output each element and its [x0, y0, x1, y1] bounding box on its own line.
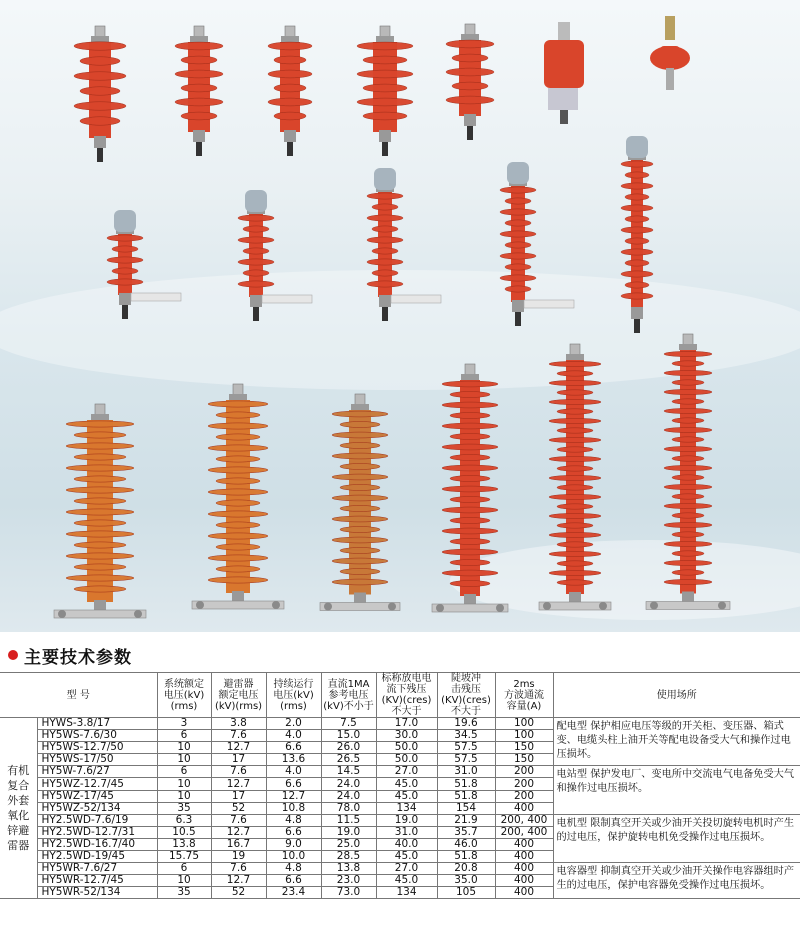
cell-dc-reference: 78.0 — [321, 802, 376, 814]
cell-model: HY2.5WD-7.6/19 — [37, 814, 157, 826]
cell-steep-residual: 105 — [437, 887, 495, 899]
cell-rated-voltage: 16.7 — [211, 838, 266, 850]
bracket-photo — [524, 300, 574, 308]
col-header-system-voltage: 系统额定 电压(kV) (rms) — [157, 673, 211, 718]
cell-dc-reference: 26.0 — [321, 742, 376, 754]
cell-square-wave: 100 — [495, 730, 553, 742]
col-header-steep-residual: 陡坡冲 击残压 (KV)(cres) 不大于 — [437, 673, 495, 718]
cell-continuous-voltage: 10.0 — [266, 851, 321, 863]
cell-residual-voltage: 50.0 — [376, 754, 437, 766]
cell-residual-voltage: 27.0 — [376, 766, 437, 778]
cell-model: HY5WZ-12.7/45 — [37, 778, 157, 790]
cell-dc-reference: 24.0 — [321, 778, 376, 790]
cell-dc-reference: 7.5 — [321, 718, 376, 730]
cell-residual-voltage: 30.0 — [376, 730, 437, 742]
cell-system-voltage: 13.8 — [157, 838, 211, 850]
section-title: 主要技术参数 — [24, 647, 132, 668]
cell-continuous-voltage: 6.6 — [266, 826, 321, 838]
cell-rated-voltage: 52 — [211, 887, 266, 899]
cell-square-wave: 100 — [495, 718, 553, 730]
cell-model: HY5WS-7.6/30 — [37, 730, 157, 742]
cell-system-voltage: 6 — [157, 863, 211, 875]
cell-rated-voltage: 7.6 — [211, 863, 266, 875]
spec-table — [0, 672, 800, 899]
cell-square-wave: 400 — [495, 838, 553, 850]
cell-system-voltage: 35 — [157, 887, 211, 899]
cell-steep-residual: 19.6 — [437, 718, 495, 730]
cell-model: HY2.5WD-12.7/31 — [37, 826, 157, 838]
arrester-photo — [446, 24, 494, 140]
table-row — [0, 718, 800, 730]
bracket-photo — [391, 295, 441, 303]
arrester-photo — [357, 26, 413, 156]
bullet-dot-icon — [8, 650, 18, 660]
section-heading — [8, 642, 132, 668]
table-body — [0, 718, 800, 899]
cell-model: HY5W-7.6/27 — [37, 766, 157, 778]
cell-system-voltage: 35 — [157, 802, 211, 814]
cell-rated-voltage: 7.6 — [211, 766, 266, 778]
col-header-dc-reference: 直流1MA 参考电压 (kV)不小于 — [321, 673, 376, 718]
cell-residual-voltage: 45.0 — [376, 851, 437, 863]
cell-continuous-voltage: 6.6 — [266, 875, 321, 887]
cell-system-voltage: 10 — [157, 790, 211, 802]
cell-continuous-voltage: 23.4 — [266, 887, 321, 899]
cell-square-wave: 200, 400 — [495, 826, 553, 838]
cell-dc-reference: 73.0 — [321, 887, 376, 899]
arrester-photo — [544, 22, 584, 124]
arrester-photo — [175, 26, 223, 156]
cell-continuous-voltage: 4.0 — [266, 766, 321, 778]
table-row — [0, 766, 800, 778]
cell-steep-residual: 51.8 — [437, 790, 495, 802]
cell-rated-voltage: 12.7 — [211, 875, 266, 887]
cell-steep-residual: 35.0 — [437, 875, 495, 887]
cell-continuous-voltage: 4.8 — [266, 814, 321, 826]
cell-system-voltage: 3 — [157, 718, 211, 730]
cell-residual-voltage: 27.0 — [376, 863, 437, 875]
cell-square-wave: 200 — [495, 790, 553, 802]
cell-residual-voltage: 45.0 — [376, 875, 437, 887]
cell-dc-reference: 26.5 — [321, 754, 376, 766]
cell-rated-voltage: 3.8 — [211, 718, 266, 730]
cell-residual-voltage: 45.0 — [376, 790, 437, 802]
cell-model: HY5WR-52/134 — [37, 887, 157, 899]
col-header-model: 型 号 — [0, 673, 157, 718]
usage-description: 电站型 保护发电厂、变电所中交流电气电备免受大气和操作过电压损坏。 — [553, 766, 800, 814]
cell-square-wave: 400 — [495, 887, 553, 899]
cell-rated-voltage: 12.7 — [211, 826, 266, 838]
table-row — [0, 814, 800, 826]
cell-residual-voltage: 134 — [376, 802, 437, 814]
cell-continuous-voltage: 4.0 — [266, 730, 321, 742]
cell-model: HY5WZ-17/45 — [37, 790, 157, 802]
cell-rated-voltage: 19 — [211, 851, 266, 863]
bracket-photo — [131, 293, 181, 301]
cell-square-wave: 150 — [495, 742, 553, 754]
cell-model: HY5WZ-52/134 — [37, 802, 157, 814]
cell-model: HY5WR-7.6/27 — [37, 863, 157, 875]
col-header-rated-voltage: 避雷器 额定电压 (kV)(rms) — [211, 673, 266, 718]
cell-residual-voltage: 50.0 — [376, 742, 437, 754]
cell-residual-voltage: 45.0 — [376, 778, 437, 790]
arrester-photo — [650, 16, 690, 90]
cell-steep-residual: 31.0 — [437, 766, 495, 778]
col-header-residual-voltage: 标称放电电 流下残压 (KV)(cres) 不大于 — [376, 673, 437, 718]
arrester-photo — [320, 394, 400, 611]
arrester-photo — [74, 26, 126, 162]
cell-system-voltage: 10 — [157, 875, 211, 887]
col-header-square-wave: 2ms 方波通流 容量(A) — [495, 673, 553, 718]
cell-dc-reference: 13.8 — [321, 863, 376, 875]
cell-system-voltage: 15.75 — [157, 851, 211, 863]
cell-steep-residual: 57.5 — [437, 754, 495, 766]
cell-model: HYWS-3.8/17 — [37, 718, 157, 730]
cell-steep-residual: 154 — [437, 802, 495, 814]
cell-model: HY2.5WD-19/45 — [37, 851, 157, 863]
col-header-continuous-voltage: 持续运行 电压(kV) (rms) — [266, 673, 321, 718]
cell-residual-voltage: 40.0 — [376, 838, 437, 850]
cell-continuous-voltage: 6.6 — [266, 778, 321, 790]
cell-steep-residual: 34.5 — [437, 730, 495, 742]
cell-square-wave: 150 — [495, 754, 553, 766]
cell-rated-voltage: 12.7 — [211, 778, 266, 790]
cell-steep-residual: 57.5 — [437, 742, 495, 754]
cell-residual-voltage: 19.0 — [376, 814, 437, 826]
cell-system-voltage: 10 — [157, 778, 211, 790]
usage-description: 电容器型 抑制真空开关或少油开关操作电容器组时产生的过电压，保护电容器免受操作过电压损坏。 — [553, 863, 800, 899]
cell-dc-reference: 14.5 — [321, 766, 376, 778]
cell-square-wave: 400 — [495, 875, 553, 887]
arrester-photo — [192, 384, 284, 609]
cell-steep-residual: 46.0 — [437, 838, 495, 850]
cell-system-voltage: 10.5 — [157, 826, 211, 838]
cell-steep-residual: 51.8 — [437, 851, 495, 863]
bracket-photo — [262, 295, 312, 303]
cell-steep-residual: 35.7 — [437, 826, 495, 838]
cell-model: HY5WS-12.7/50 — [37, 742, 157, 754]
cell-rated-voltage: 7.6 — [211, 730, 266, 742]
cell-steep-residual: 20.8 — [437, 863, 495, 875]
cell-dc-reference: 23.0 — [321, 875, 376, 887]
cell-continuous-voltage: 13.6 — [266, 754, 321, 766]
cell-rated-voltage: 17 — [211, 790, 266, 802]
cell-residual-voltage: 17.0 — [376, 718, 437, 730]
cell-model: HY2.5WD-16.7/40 — [37, 838, 157, 850]
cell-system-voltage: 6 — [157, 766, 211, 778]
cell-model: HY5WR-12.7/45 — [37, 875, 157, 887]
cell-square-wave: 200 — [495, 778, 553, 790]
cell-model: HY5WS-17/50 — [37, 754, 157, 766]
table-row — [0, 863, 800, 875]
cell-dc-reference: 24.0 — [321, 790, 376, 802]
cell-dc-reference: 15.0 — [321, 730, 376, 742]
cell-residual-voltage: 31.0 — [376, 826, 437, 838]
cell-system-voltage: 10 — [157, 742, 211, 754]
cell-dc-reference: 25.0 — [321, 838, 376, 850]
cell-steep-residual: 21.9 — [437, 814, 495, 826]
usage-description: 配电型 保护相应电压等级的开关柜、变压器、箱式变、电缆头柱上油开关等配电设备受大气和操作过电压损坏。 — [553, 718, 800, 766]
cell-continuous-voltage: 4.8 — [266, 863, 321, 875]
cell-continuous-voltage: 6.6 — [266, 742, 321, 754]
cell-continuous-voltage: 12.7 — [266, 790, 321, 802]
cell-rated-voltage: 12.7 — [211, 742, 266, 754]
cell-dc-reference: 28.5 — [321, 851, 376, 863]
arrester-photo — [54, 404, 146, 618]
cell-system-voltage: 10 — [157, 754, 211, 766]
cell-square-wave: 400 — [495, 863, 553, 875]
cell-square-wave: 400 — [495, 851, 553, 863]
cell-dc-reference: 19.0 — [321, 826, 376, 838]
usage-description: 电机型 限制真空开关或少油开关投切旋转电机时产生的过电压，保护旋转电机免受操作过电压损坏。 — [553, 814, 800, 862]
cell-rated-voltage: 52 — [211, 802, 266, 814]
arrester-photo — [268, 26, 312, 156]
cell-square-wave: 200 — [495, 766, 553, 778]
cell-dc-reference: 11.5 — [321, 814, 376, 826]
category-label: 有机复合外套氧化锌避雷器 — [0, 718, 37, 899]
cell-square-wave: 200, 400 — [495, 814, 553, 826]
cell-system-voltage: 6.3 — [157, 814, 211, 826]
cell-square-wave: 400 — [495, 802, 553, 814]
cell-rated-voltage: 17 — [211, 754, 266, 766]
cell-continuous-voltage: 9.0 — [266, 838, 321, 850]
cell-system-voltage: 6 — [157, 730, 211, 742]
col-header-usage: 使用场所 — [553, 673, 800, 718]
cell-continuous-voltage: 10.8 — [266, 802, 321, 814]
cell-steep-residual: 51.8 — [437, 778, 495, 790]
cell-continuous-voltage: 2.0 — [266, 718, 321, 730]
cell-rated-voltage: 7.6 — [211, 814, 266, 826]
cell-residual-voltage: 134 — [376, 887, 437, 899]
table-header-row — [0, 673, 800, 718]
